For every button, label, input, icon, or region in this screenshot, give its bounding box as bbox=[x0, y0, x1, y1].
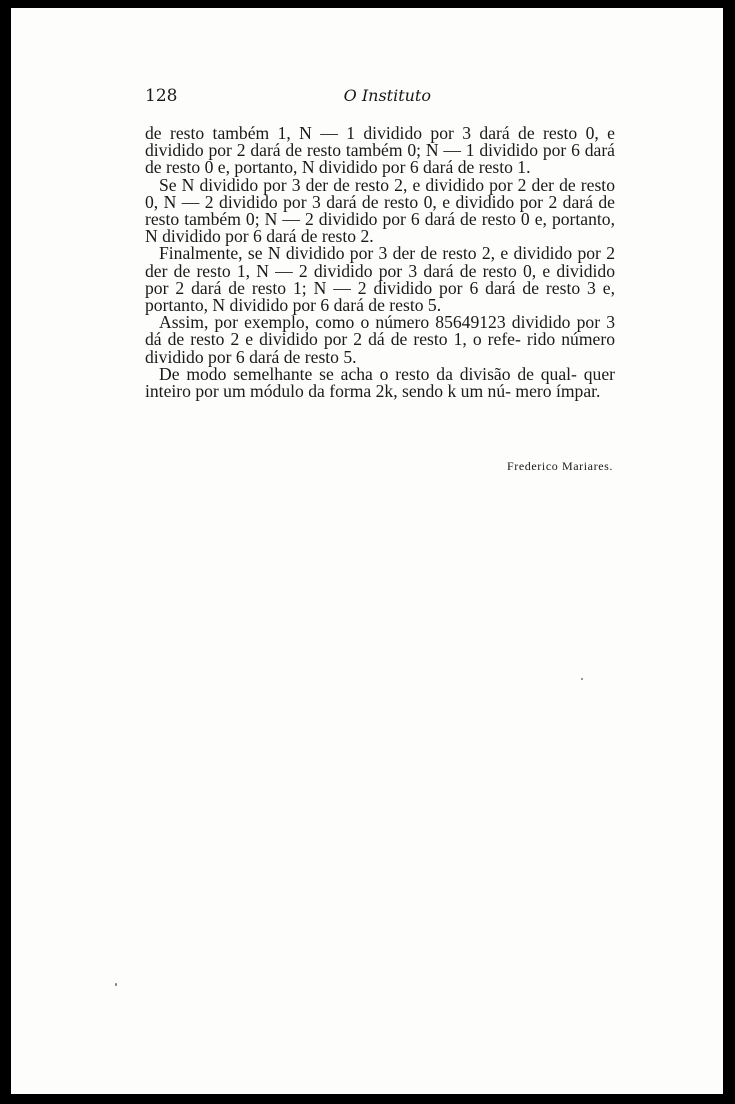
author-signature: Frederico Mariares. bbox=[506, 459, 613, 473]
text-line: dividido por 2 dará de resto também 0; N — 1 dividido por 6 bbox=[145, 140, 580, 161]
running-header bbox=[145, 86, 431, 110]
text-line: Assim, por exemplo, como o número 85649123 dividido bbox=[159, 312, 571, 333]
running-title: O Instituto bbox=[343, 86, 431, 105]
paper-speck bbox=[581, 678, 583, 680]
page-number: 128 bbox=[145, 86, 178, 106]
text-line: por 3 dá de resto 2 e dividido por 2 dá de resto 1, o refe- bbox=[145, 312, 616, 350]
paragraph bbox=[145, 174, 615, 247]
text-line: de resto também 1, N — 1 dividido por 3 dará de resto 0, e bbox=[145, 123, 615, 143]
article-body bbox=[145, 125, 615, 400]
paragraph bbox=[145, 314, 615, 366]
text-line: de resto 0, N — 2 dividido por 3 dará de resto 0, e dividido bbox=[145, 174, 615, 212]
paragraph bbox=[145, 363, 615, 402]
text-line: resto 0 e, portanto, N dividido por 6 dará de resto 2. bbox=[145, 209, 615, 247]
text-line: Se N dividido por 3 der de resto 2, e dividido por 2 der bbox=[159, 174, 554, 195]
text-line: Finalmente, se N dividido por 3 der de resto 2, e dividido bbox=[159, 243, 573, 264]
text-line: mero ímpar. bbox=[515, 381, 601, 402]
text-line: dará de resto 0 e, portanto, N dividido por 6 dará de resto 1. bbox=[145, 140, 615, 178]
paragraph bbox=[145, 125, 615, 177]
text-line: por 2 dará de resto também 0; N — 2 dividido por 6 dará de bbox=[145, 191, 615, 230]
text-line: e dividido por 2 dará de resto 1; N — 2 dividido por 6 dará bbox=[145, 260, 615, 298]
text-line: De modo semelhante se acha o resto da divisão de qual- bbox=[159, 363, 577, 384]
text-line: quer inteiro por um módulo da forma 2k, sendo k um nú- bbox=[145, 363, 615, 402]
text-line: por 2 der de resto 1, N — 2 dividido por 3 dará de resto 0, bbox=[145, 243, 615, 281]
text-line: rido número dividido por 6 dará de resto 5. bbox=[145, 329, 616, 367]
paragraph bbox=[145, 245, 615, 314]
text-line: de resto 3 e, portanto, N dividido por 6 dará de resto 5. bbox=[145, 277, 615, 316]
paper-speck bbox=[115, 983, 117, 986]
